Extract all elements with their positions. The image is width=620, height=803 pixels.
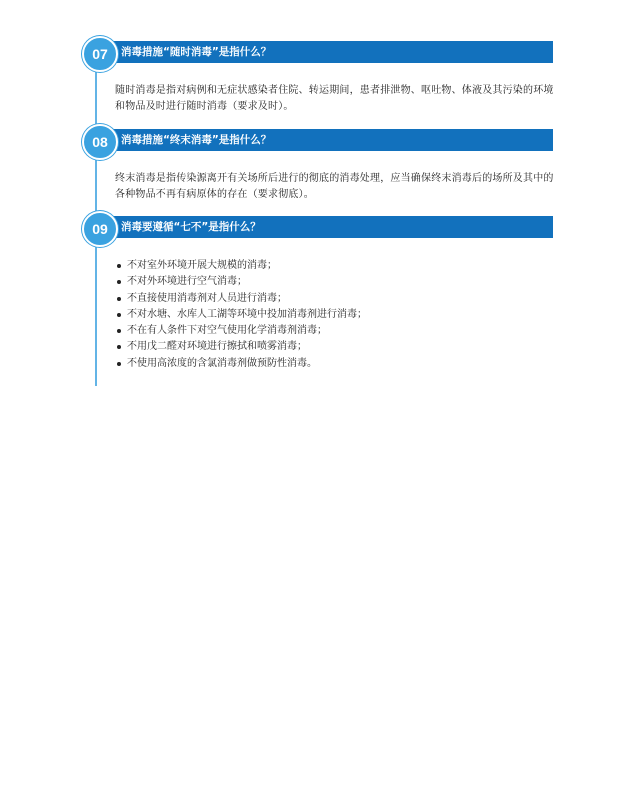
section-number-badge: 07 — [82, 36, 118, 72]
bullet-icon — [117, 329, 121, 333]
section-body: 随时消毒是指对病例和无症状感染者住院、转运期间，患者排泄物、呕吐物、体液及其污染的环境和物品及时进行随时消毒（要求及时）。 — [115, 85, 554, 112]
list-item: 不用戊二醛对环境进行擦拭和喷雾消毒； — [115, 339, 367, 355]
list-item: 不在有人条件下对空气使用化学消毒剂消毒； — [115, 323, 367, 339]
list-item: 不对外环境进行空气消毒； — [115, 274, 367, 290]
bullet-icon — [117, 345, 121, 349]
list-item: 不使用高浓度的含氯消毒剂做预防性消毒。 — [115, 356, 367, 372]
section-title: 消毒措施“终末消毒”是指什么？ — [99, 129, 553, 151]
list-item: 不直接使用消毒剂对人员进行消毒； — [115, 291, 367, 307]
list-item: 不对水塘、水库人工湖等环境中投加消毒剂进行消毒； — [115, 307, 367, 323]
bullet-icon — [117, 280, 121, 284]
section-number-badge: 09 — [82, 211, 118, 247]
section-title: 消毒要遵循“七不”是指什么？ — [99, 216, 553, 238]
section-number-badge: 08 — [82, 124, 118, 160]
bullet-icon — [117, 362, 121, 366]
bullet-icon — [117, 297, 121, 301]
rules-list — [115, 258, 367, 372]
section-body: 终末消毒是指传染源离开有关场所后进行的彻底的消毒处理，应当确保终末消毒后的场所及其中的各种物品不再有病原体的存在（要求彻底）。 — [115, 173, 554, 200]
bullet-icon — [117, 313, 121, 317]
section-title: 消毒措施“随时消毒”是指什么？ — [99, 41, 553, 63]
bullet-icon — [117, 264, 121, 268]
list-item: 不对室外环境开展大规模的消毒； — [115, 258, 367, 274]
